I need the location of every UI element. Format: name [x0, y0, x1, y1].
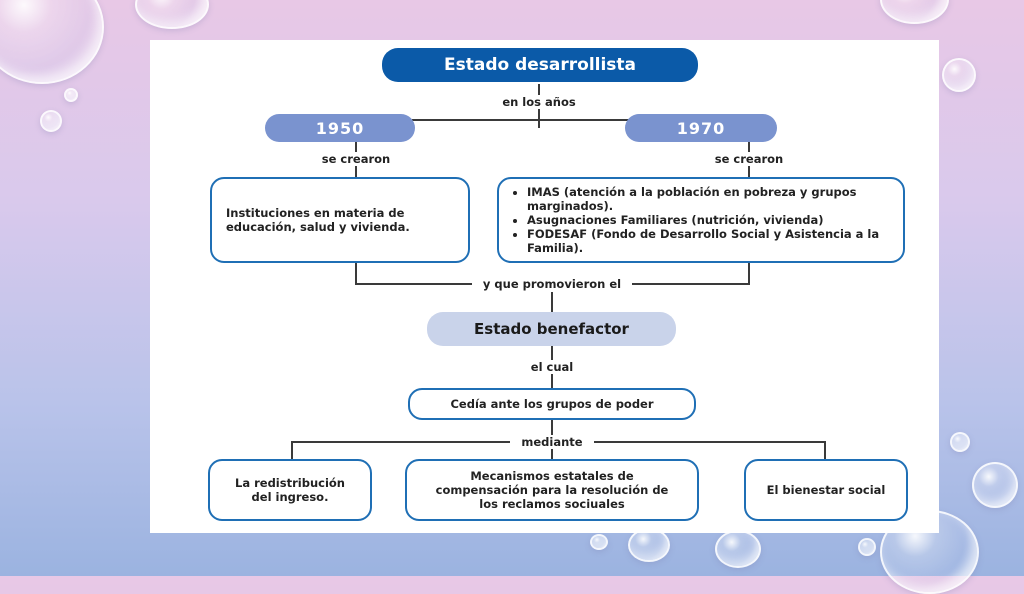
bubble-decoration: [950, 432, 970, 452]
mediante-label: mediante: [510, 435, 594, 449]
se-crearon-right-label: se crearon: [703, 152, 795, 166]
connector-line: [291, 441, 293, 459]
bubble-decoration: [715, 530, 761, 568]
y-que-promovieron-label: y que promovieron el: [472, 277, 632, 291]
year-1970-node: 1970: [625, 114, 777, 142]
list-item: • IMAS (atención a la población en pobreza y grupos marginados).: [527, 185, 889, 213]
redistribucion-box: La redistribución del ingreso.: [208, 459, 372, 521]
bubble-decoration: [135, 0, 209, 29]
programas-list: [513, 185, 889, 255]
bubble-decoration: [64, 88, 78, 102]
connector-line: [748, 262, 750, 284]
bubble-decoration: [590, 534, 608, 550]
connector-line: [824, 441, 826, 459]
bienestar-box: El bienestar social: [744, 459, 908, 521]
estado-desarrollista-node: Estado desarrollista: [382, 48, 698, 82]
se-crearon-left-label: se crearon: [310, 152, 402, 166]
list-item: • FODESAF (Fondo de Desarrollo Social y Asistencia a la Familia).: [527, 227, 889, 255]
bubble-decoration: [40, 110, 62, 132]
diagram-slide: [150, 40, 939, 533]
bubble-decoration: [972, 462, 1018, 508]
bubble-decoration: [880, 0, 949, 24]
cedia-box: Cedía ante los grupos de poder: [408, 388, 696, 420]
bubble-decoration: [942, 58, 976, 92]
en-los-anos-label: en los años: [495, 95, 583, 109]
bubble-decoration: [628, 528, 670, 562]
bubble-decoration: [0, 0, 104, 84]
year-1950-node: 1950: [265, 114, 415, 142]
programas-box: [497, 177, 905, 263]
estado-benefactor-node: Estado benefactor: [427, 312, 676, 346]
bubble-decoration: [858, 538, 876, 556]
el-cual-label: el cual: [518, 360, 586, 374]
instituciones-text: Instituciones en materia de educación, salud y vivienda.: [226, 206, 410, 234]
mecanismos-box: Mecanismos estatales de compensación para la resolución de los reclamos sociuales: [405, 459, 699, 521]
instituciones-box: [210, 177, 470, 263]
connector-line: [355, 262, 357, 284]
list-item: • Asugnaciones Familiares (nutrición, vivienda): [527, 213, 889, 227]
connector-line: [551, 292, 553, 314]
